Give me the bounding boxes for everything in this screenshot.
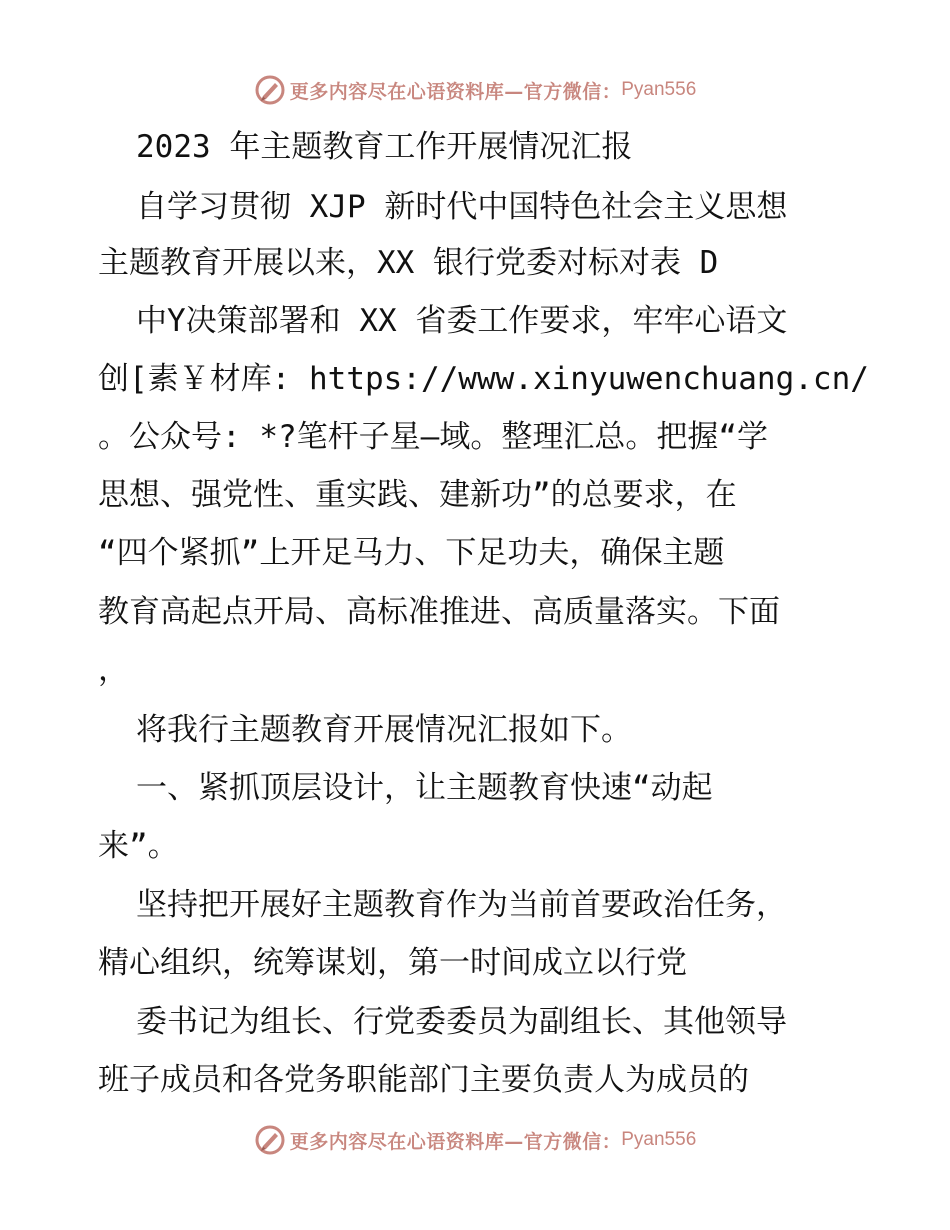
text-line: 精心组织，统筹谋划，第一时间成立以行党 (98, 945, 687, 981)
text-line: 中Y决策部署和 XX 省委工作要求，牢牢心语文 (136, 303, 788, 339)
text-line: 创[素￥材库: https://www.xinyuwenchuang.cn/ (98, 361, 869, 397)
text-line: 将我行主题教育开展情况汇报如下。 (136, 712, 632, 748)
banner-text: 更多内容尽在心语资料库—官方微信： (289, 80, 622, 103)
banner-text: 更多内容尽在心语资料库—官方微信： (289, 1130, 622, 1153)
footer-banner (0, 1120, 950, 1160)
text-line: 自学习贯彻 XJP 新时代中国特色社会主义思想 (136, 189, 788, 225)
section-heading: 一、紧抓顶层设计，让主题教育快速“动起 (136, 770, 713, 806)
text-line: 委书记为组长、行党委委员为副组长、其他领导 (136, 1004, 787, 1040)
banner-wechat-id: Pyan556 (621, 1129, 697, 1150)
banner-wechat-id: Pyan556 (621, 79, 697, 100)
section-heading-cont: 来”。 (98, 828, 179, 864)
header-banner (0, 70, 950, 110)
text-line: 班子成员和各党务职能部门主要负责人为成员的 (98, 1062, 749, 1098)
text-line: “四个紧抓”上开足马力、下足功夫，确保主题 (98, 535, 725, 571)
text-line: 教育高起点开局、高标准推进、高质量落实。下面 (98, 594, 780, 630)
text-line: 主题教育开展以来，XX 银行党委对标对表 D (98, 245, 719, 281)
pen-logo-icon (254, 74, 286, 106)
text-line: ， (98, 652, 129, 688)
text-line: 。公众号: *?笔杆子星—域。整理汇总。把握“学 (98, 419, 768, 455)
pen-logo-icon (254, 1124, 286, 1156)
text-line: 坚持把开展好主题教育作为当前首要政治任务， (136, 887, 787, 923)
text-line: 思想、强党性、重实践、建新功”的总要求，在 (98, 477, 737, 513)
document-title: 2023 年主题教育工作开展情况汇报 (136, 129, 633, 165)
